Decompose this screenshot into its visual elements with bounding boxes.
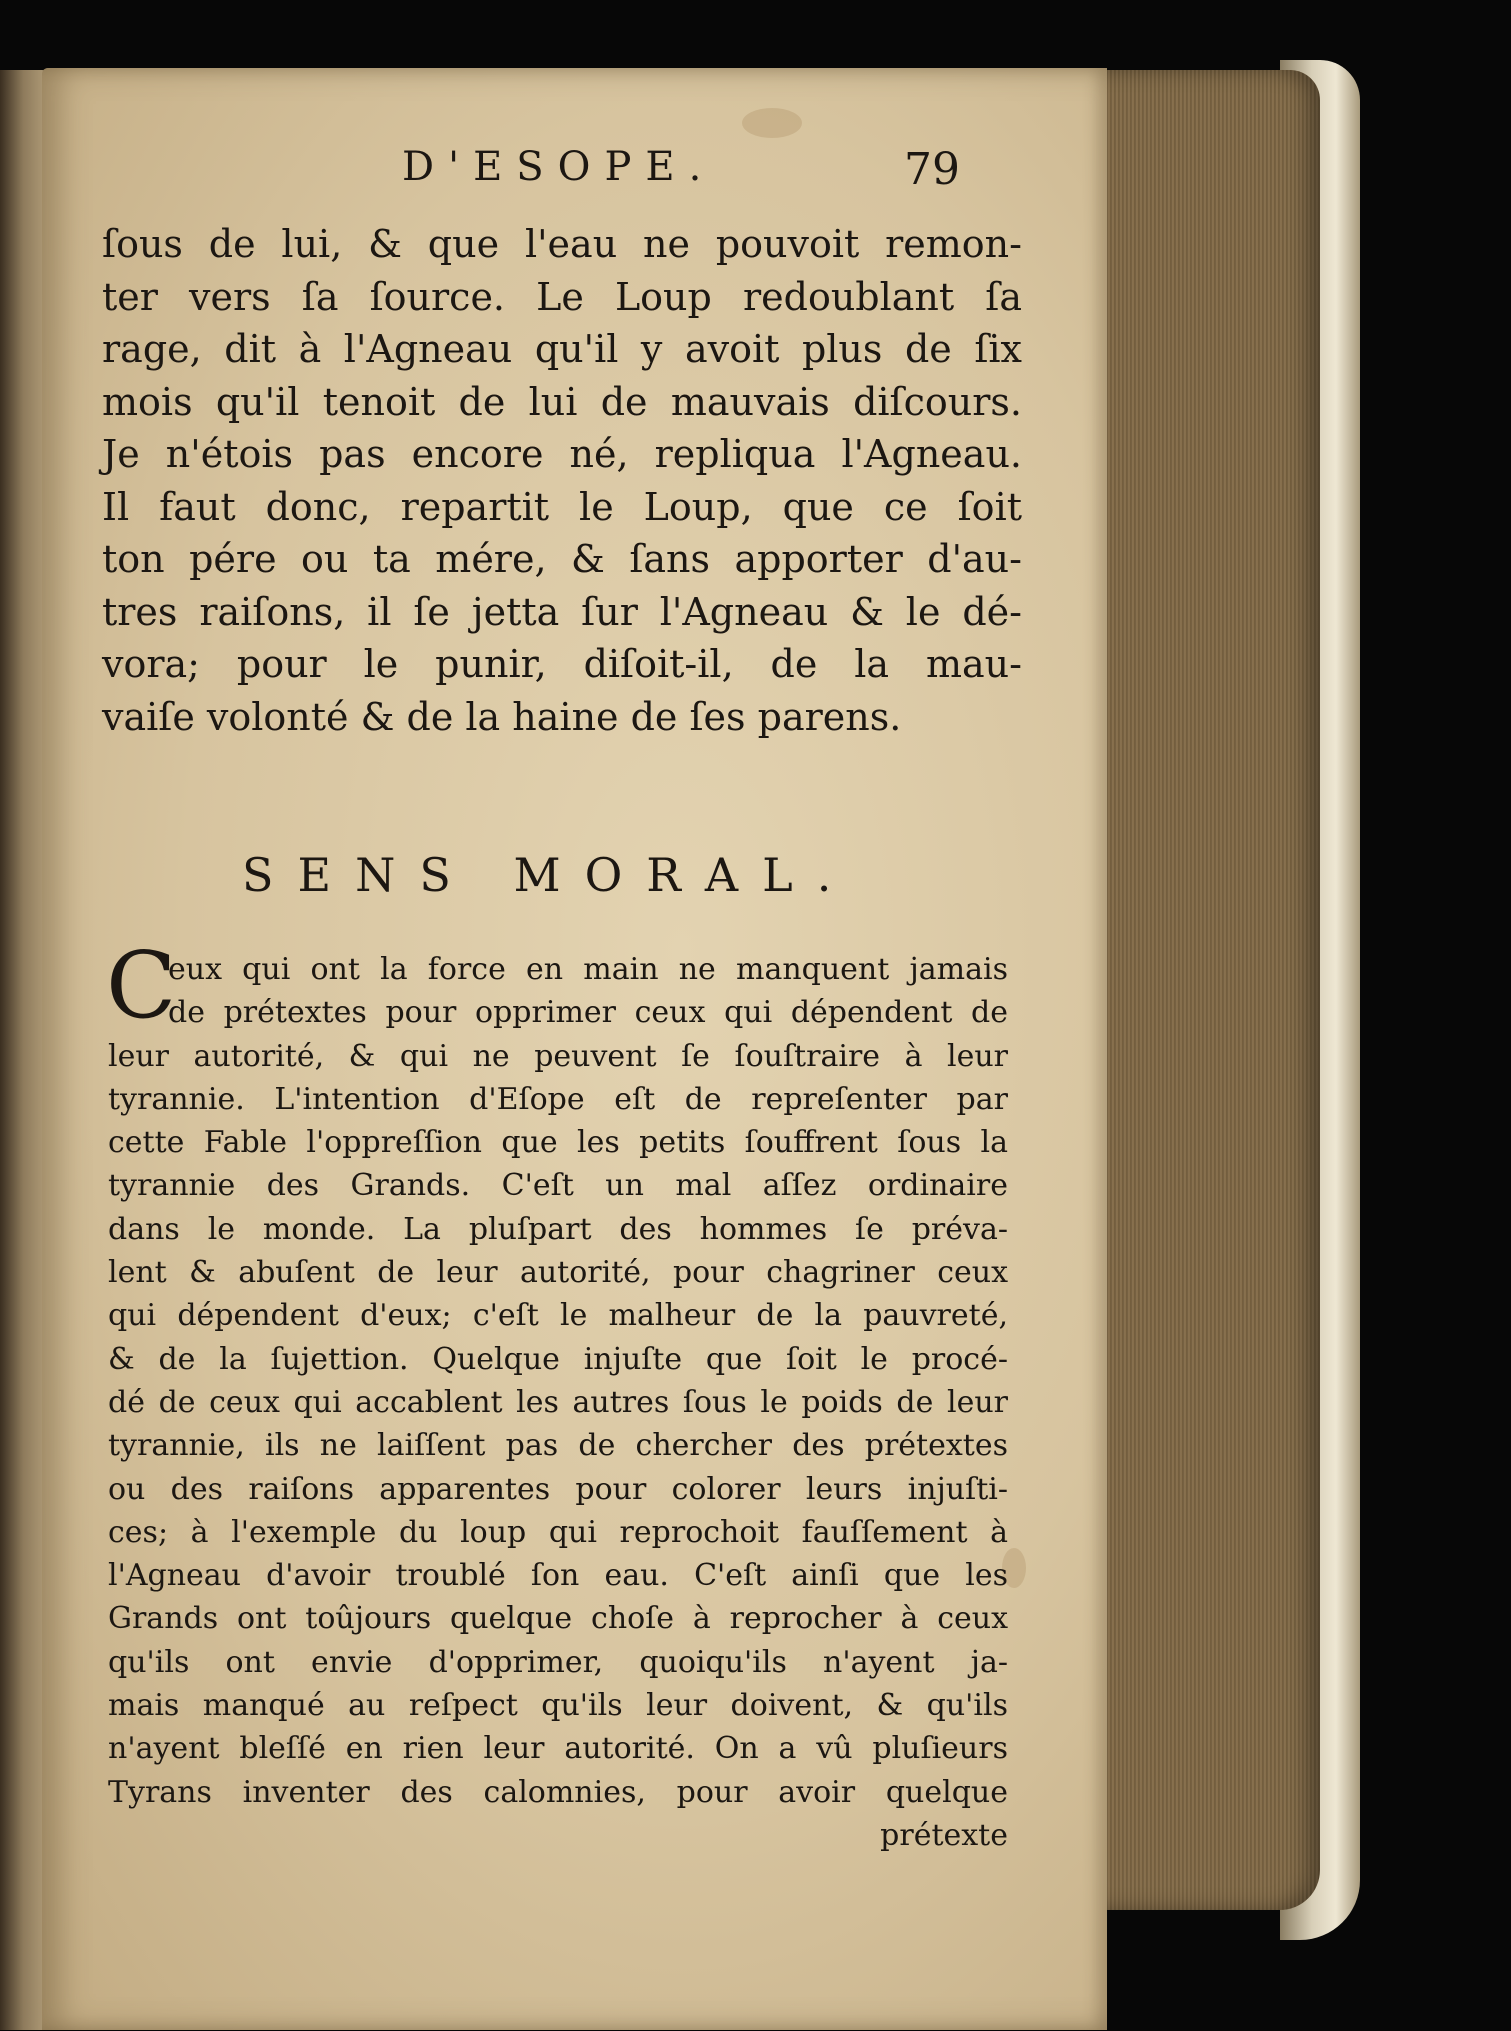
text-line: de prétextes pour opprimer ceux qui dépendent de	[168, 995, 1008, 1031]
text-line: l'Agneau d'avoir troublé ſon eau. C'eſt ainſi que les	[108, 1558, 1008, 1594]
book-page	[42, 68, 1107, 2030]
text-line: Il faut donc, repartit le Loup, que ce ſoit	[102, 484, 1022, 529]
paper-stain	[742, 108, 802, 138]
text-line: mais manqué au reſpect qu'ils leur doivent, & qu'ils	[108, 1688, 1008, 1724]
text-line: rage, dit à l'Agneau qu'il y avoit plus de ſix	[102, 327, 1022, 371]
text-line: tyrannie, ils ne laiſſent pas de chercher des prétextes	[108, 1428, 1008, 1464]
catchword: prétexte	[880, 1817, 1008, 1853]
running-head: D'ESOPE.	[402, 144, 716, 190]
text-line: tyrannie. L'intention d'Eſope eſt de repreſenter par	[108, 1081, 1008, 1117]
text-line: ton pére ou ta mére, & ſans apporter d'au-	[102, 537, 1022, 581]
text-line: tres raiſons, il ſe jetta ſur l'Agneau & le dé-	[102, 589, 1022, 634]
text-line: n'ayent bleſſé en rien leur autorité. On a vû pluſieurs	[108, 1731, 1008, 1767]
text-line: mois qu'il tenoit de lui de mauvais diſcours.	[102, 379, 1022, 424]
text-line: cette Fable l'oppreſſion que les petits ſouffrent ſous la	[108, 1125, 1008, 1161]
section-heading: SENS MORAL.	[242, 848, 856, 902]
text-line: qu'ils ont envie d'opprimer, quoiqu'ils n'ayent ja-	[108, 1644, 1008, 1680]
text-line: vora; pour le punir, diſoit-il, de la mau-	[102, 642, 1022, 686]
text-line: lent & abuſent de leur autorité, pour chagriner ceux	[108, 1255, 1008, 1291]
text-line: Tyrans inventer des calomnies, pour avoir quelque	[108, 1774, 1008, 1810]
text-line: eux qui ont la force en main ne manquent jamais	[168, 952, 1008, 987]
text-line: ou des raiſons apparentes pour colorer leurs injuſti-	[108, 1471, 1008, 1507]
text-line: ter vers ſa ſource. Le Loup redoublant ſa	[102, 274, 1022, 319]
text-line: dans le monde. La pluſpart des hommes ſe préva-	[108, 1211, 1008, 1247]
drop-cap: C	[106, 932, 177, 1039]
text-line: tyrannie des Grands. C'eſt un mal aſſez ordinaire	[108, 1168, 1008, 1204]
fable-text	[102, 218, 1022, 743]
page-number: 79	[904, 144, 960, 195]
text-line: ſous de lui, & que l'eau ne pouvoit remon-	[102, 222, 1022, 266]
text-line: ces; à l'exemple du loup qui reprochoit fauſſement à	[108, 1514, 1008, 1550]
text-line: Je n'étois pas encore né, repliqua l'Agneau.	[102, 432, 1022, 476]
text-line: dé de ceux qui accablent les autres ſous le poids de leur	[108, 1384, 1008, 1420]
moral-text	[108, 948, 1008, 1857]
page-fore-edge	[1095, 70, 1320, 1910]
text-line: vaiſe volonté & de la haine de ſes parens.	[102, 694, 902, 739]
text-line: qui dépendent d'eux; c'eſt le malheur de la pauvreté,	[108, 1298, 1008, 1334]
text-line: leur autorité, & qui ne peuvent ſe ſouſtraire à leur	[108, 1038, 1008, 1074]
text-line: & de la ſujettion. Quelque injuſte que ſoit le procé-	[108, 1341, 1008, 1377]
text-line: Grands ont toûjours quelque choſe à reprocher à ceux	[108, 1601, 1008, 1637]
